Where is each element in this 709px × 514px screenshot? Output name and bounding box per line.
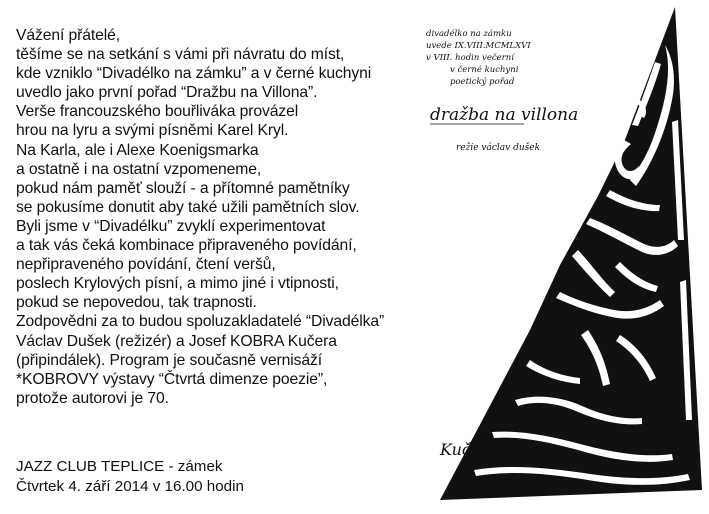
handwritten-note-line: v VIII. hodin večerní (426, 53, 514, 63)
letter-line: Na Karla, ale i Alexe Koenigsmarka (16, 141, 259, 159)
event-venue: JAZZ CLUB TEPLICE - zámek (16, 458, 223, 475)
letter-line: protože autorovi je 70. (16, 389, 169, 407)
artist-signature: Kučera (440, 440, 498, 459)
handwritten-note-line: divadélko na zámku (426, 29, 512, 39)
letter-line: hrou na lyru a svými písněmi Karel Kryl. (16, 122, 289, 140)
letter-line: pokud nám paměť slouží - a přítomné pamětníky (16, 179, 350, 197)
letter-line: pokud se nepovedou, tak trapnosti. (16, 294, 257, 312)
letter-line: *KOBROVY výstavy “Čtvrtá dimenze poezie”, (16, 370, 328, 388)
letter-line: nepřipraveného povídání, čtení veršů, (16, 256, 276, 274)
handwritten-note-line: poetický pořad (450, 77, 515, 87)
letter-line: Václav Dušek (režizér) a Josef KOBRA Kučera (16, 332, 337, 350)
artwork-credit: režie václav dušek (456, 143, 541, 153)
letter-line: a tak vás čeká kombinace připraveného povídání, (16, 237, 357, 255)
letter-line: se pokusíme donutit aby také užili pamětních slov. (16, 198, 360, 216)
handwritten-note-line: v černé kuchyni (450, 65, 519, 75)
woodcut-illustration (410, 0, 709, 514)
letter-line: Verše francouzského bouřliváka provázel (16, 103, 299, 121)
letter-line: Vážení přátelé, (16, 27, 121, 44)
letter-line: Zodpovědni za to budou spoluzakladatelé “Divadélka” (16, 313, 385, 331)
handwritten-note-line: uvede IX.VIII.MCMLXVI (426, 41, 531, 51)
letter-line: uvedlo jako první pořad “Dražbu na Villona”. (16, 84, 318, 102)
letter-line: těšíme se na setkání s vámi při návratu do míst, (16, 46, 345, 64)
poster-artwork (410, 0, 709, 514)
event-date-time: Čtvrtek 4. září 2014 v 16.00 hodin (16, 478, 244, 495)
artwork-title: dražba na villona (430, 105, 579, 125)
letter-line: kde vzniklo “Divadélko na zámku” a v černé kuchyni (16, 65, 372, 83)
letter-line: poslech Krylových písní, a mimo jiné i vtipnosti, (16, 275, 339, 293)
invitation-letter (16, 26, 456, 408)
letter-line: a ostatně i na ostatní vzpomeneme, (16, 160, 262, 178)
letter-line: Byli jsme v “Divadélku” zvyklí experimentovat (16, 217, 326, 235)
event-details (16, 457, 244, 497)
letter-line: (připindálek). Program je současně vernisáží (16, 351, 323, 369)
